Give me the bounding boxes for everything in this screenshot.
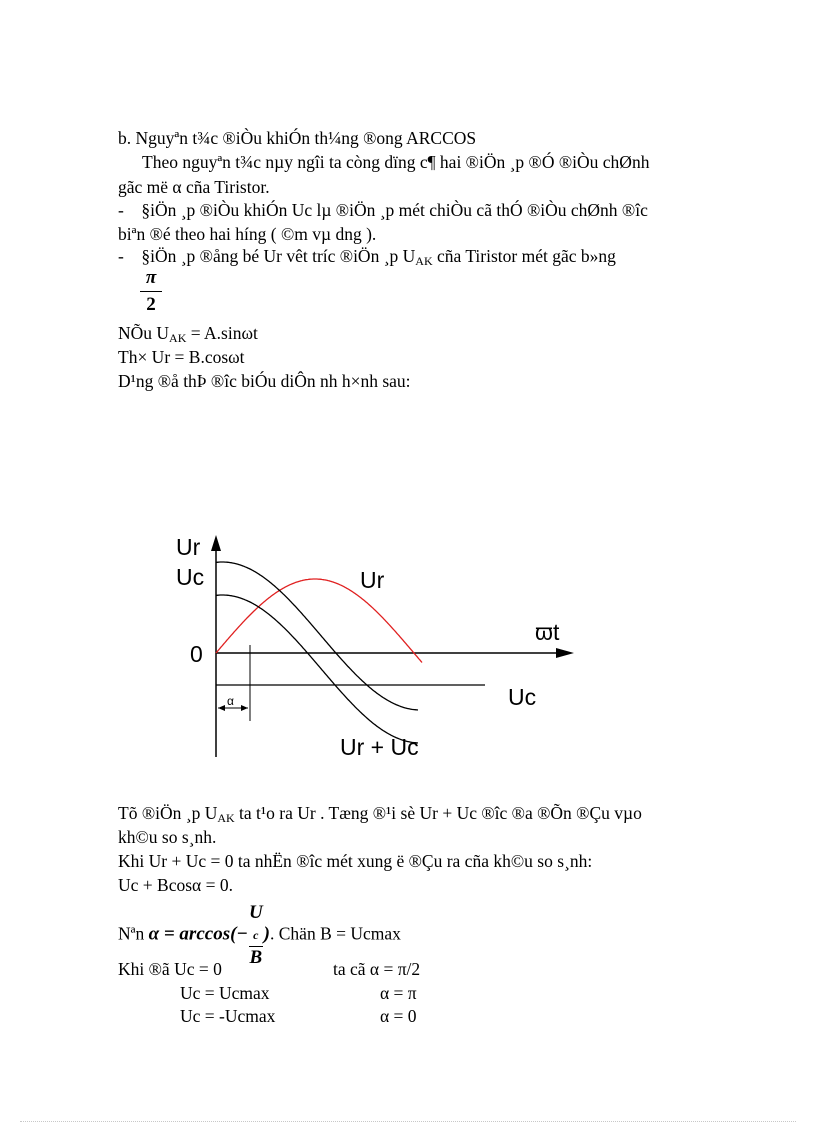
bullet2-post: cña Tiristor mét gãc b»ng <box>432 246 616 266</box>
y-axis-arrow <box>211 535 221 551</box>
para3-sub: AK <box>217 811 235 825</box>
para4-line2: Uc + Bcosα = 0. <box>118 875 233 895</box>
para4-line1: Khi Ur + Uc = 0 ta nhËn ®îc mét xung ë ®Çu ra cña kh©u so s¸nh: <box>118 851 593 871</box>
case-2-right: α = π <box>380 983 417 1003</box>
fraction-numerator: π <box>145 267 157 288</box>
case-3-right: α = 0 <box>380 1006 417 1026</box>
equation-uak <box>118 323 258 348</box>
eq1-post: = A.sinωt <box>186 323 258 343</box>
para2: D¹ng ®å thÞ ®îc biÓu diÔn nh h×nh sau: <box>118 371 411 391</box>
pi-over-2-fraction <box>140 268 162 315</box>
sum-curve-label: Ur + Uc <box>340 734 419 760</box>
para1-line2: gãc më α cña Tiristor. <box>118 177 270 197</box>
y-axis-label-ur: Ur <box>176 534 201 560</box>
page-bottom-border <box>20 1121 796 1122</box>
fraction-bar <box>140 291 162 292</box>
para3-line1 <box>118 803 642 828</box>
alpha-label: α <box>227 694 234 708</box>
eq1-pre: NÕu U <box>118 323 170 343</box>
eq1-sub: AK <box>169 331 187 345</box>
para3-pre: Tõ ®iÖn ¸p U <box>118 803 218 823</box>
y-axis-label-uc: Uc <box>176 564 205 590</box>
ur-black-curve <box>216 562 418 710</box>
bullet2-pre: §iÖn ¸p ®ång bé Ur vêt tríc ®iÖn ¸p U <box>141 246 416 266</box>
waveform-chart <box>160 525 590 770</box>
alpha-arrow-left <box>218 705 225 711</box>
equation-ur: Th× Ur = B.cosωt <box>118 347 245 367</box>
para1-line1: Theo nguyªn t¾c nµy ngîi ta còng dïng c¶ hai ®iÖn ¸p ®Ó ®iÒu chØnh <box>142 152 650 172</box>
bullet1-text: §iÖn ¸p ®iÒu khiÓn Uc lµ ®iÖn ¸p mét chiÒu cã thÓ ®iÒu chØnh ®îc <box>141 200 648 220</box>
x-axis-arrow <box>556 648 574 658</box>
formula-num: U <box>248 902 263 923</box>
formula-prefix: Nªn <box>118 923 149 944</box>
formula-denominator: B <box>249 947 263 968</box>
formula-numerator <box>249 904 263 944</box>
para3-post: ta t¹o ra Ur . Tæng ®¹i sè Ur + Uc ®îc ®a ®Õn ®Çu vµo <box>234 803 642 823</box>
formula-lhs: α = arccos(− <box>148 923 248 945</box>
bullet1-line2: biªn ®é theo hai híng ( ©m vµ dng ). <box>118 224 377 244</box>
origin-label: 0 <box>190 641 203 667</box>
uc-line-label: Uc <box>508 684 537 710</box>
formula-rhs: ) <box>263 923 270 945</box>
bullet2-sub: AK <box>415 254 433 268</box>
case-3-left: Uc = -Ucmax <box>180 1006 276 1026</box>
ur-curve-label: Ur <box>360 567 385 593</box>
arccos-formula <box>118 902 401 968</box>
bullet1-line1: - §iÖn ¸p ®iÒu khiÓn Uc lµ ®iÖn ¸p mét chiÒu cã thÓ ®iÒu chØnh ®îc <box>118 200 648 220</box>
case-2-left: Uc = Ucmax <box>180 983 270 1003</box>
case-1-left: Khi ®ã Uc = 0 <box>118 959 222 979</box>
alpha-arrow-right <box>241 705 248 711</box>
case-1-right: ta cã α = π/2 <box>333 959 421 979</box>
heading: b. Nguyªn t¾c ®iÒu khiÓn th¼ng ®ong ARCCOS <box>118 128 477 148</box>
para3-line2: kh©u so s¸nh. <box>118 827 217 847</box>
formula-suffix: . Chän B = Ucmax <box>270 923 401 944</box>
formula-fraction <box>249 904 263 967</box>
ur-red-curve <box>216 579 422 663</box>
x-axis-label: ϖt <box>535 619 560 645</box>
ur-plus-uc-curve <box>216 595 418 743</box>
bullet2-line: - §iÖn ¸p ®ång bé Ur vêt tríc ®iÖn ¸p $U_{AK}$ cña Tiristor mét gãc b»ng <box>118 246 616 268</box>
formula-num-sub: c <box>253 928 259 942</box>
fraction-denominator: 2 <box>146 294 156 315</box>
